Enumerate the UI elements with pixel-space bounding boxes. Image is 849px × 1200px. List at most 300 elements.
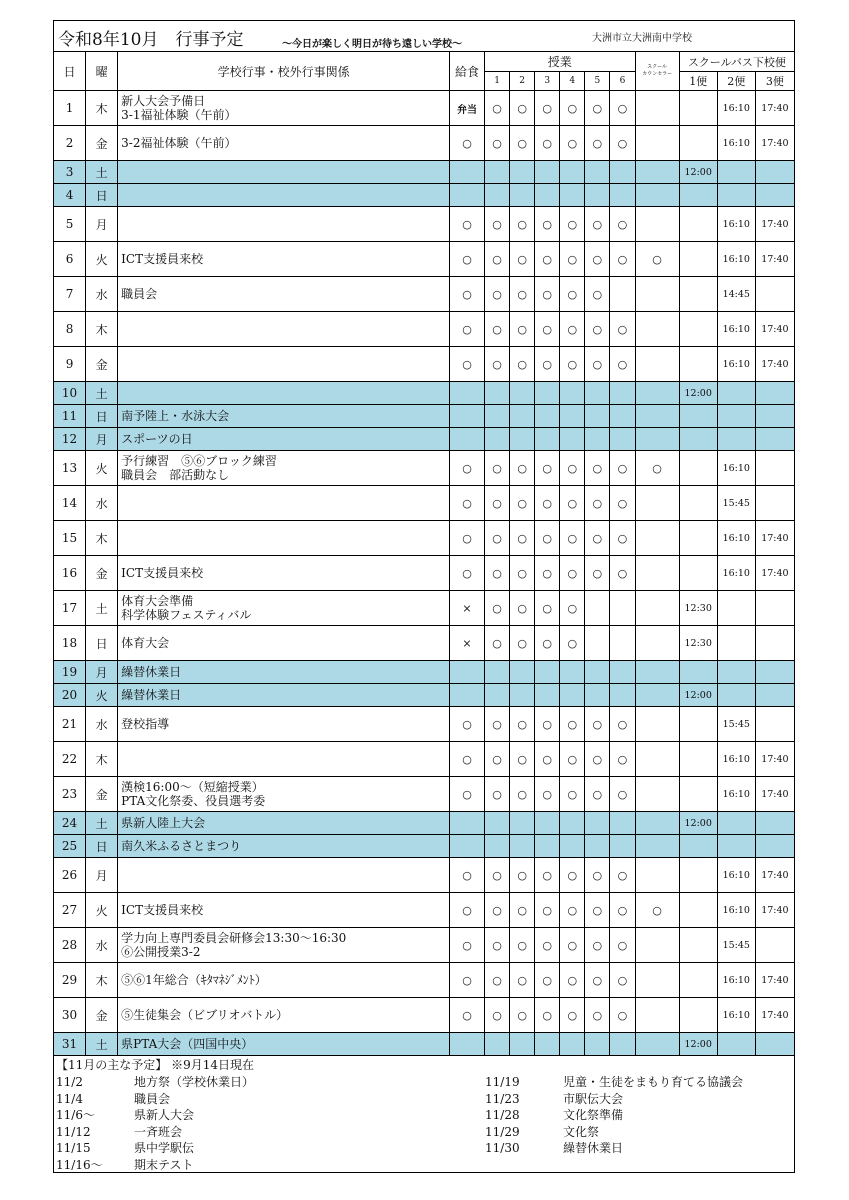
period-cell: ○ xyxy=(610,893,635,928)
lunch-cell xyxy=(450,184,485,207)
weekday-cell: 金 xyxy=(86,126,118,161)
event-cell xyxy=(118,521,450,556)
bus-2-cell xyxy=(717,428,755,451)
period-cell xyxy=(560,184,585,207)
period-cell xyxy=(560,428,585,451)
period-cell: ○ xyxy=(560,777,585,812)
period-cell: ○ xyxy=(510,312,535,347)
weekday-cell: 金 xyxy=(86,777,118,812)
event-cell xyxy=(118,684,450,707)
period-cell xyxy=(585,591,610,626)
list-item xyxy=(485,1123,743,1140)
header-period-4: 4 xyxy=(560,72,585,91)
period-cell xyxy=(510,161,535,184)
period-cell: ○ xyxy=(585,486,610,521)
event-line: 漢検16:00～（短縮授業） xyxy=(121,780,264,794)
weekday-cell: 水 xyxy=(86,928,118,963)
period-cell: ○ xyxy=(535,277,560,312)
day-cell: 25 xyxy=(54,835,86,858)
period-cell: ○ xyxy=(485,91,510,126)
period-cell: ○ xyxy=(535,591,560,626)
event-cell xyxy=(118,556,450,591)
period-cell: ○ xyxy=(510,126,535,161)
header-bus-3: 3便 xyxy=(755,72,794,91)
day-cell: 29 xyxy=(54,963,86,998)
note-date: 11/30 xyxy=(485,1141,520,1155)
table-row xyxy=(54,928,795,963)
event-cell xyxy=(118,382,450,405)
period-cell xyxy=(610,161,635,184)
period-cell xyxy=(610,812,635,835)
header-period-3: 3 xyxy=(535,72,560,91)
weekday-cell: 土 xyxy=(86,591,118,626)
header-events: 学校行事・校外行事関係 xyxy=(118,52,450,91)
counselor-cell xyxy=(635,382,679,405)
period-cell: ○ xyxy=(585,858,610,893)
period-cell: ○ xyxy=(585,242,610,277)
table-row xyxy=(54,347,795,382)
lunch-cell xyxy=(450,812,485,835)
note-text: 児童・生徒をまもり育てる協議会 xyxy=(563,1075,744,1089)
bus-2-cell: 16:10 xyxy=(717,893,755,928)
counselor-cell: ○ xyxy=(635,451,679,486)
period-cell: ○ xyxy=(510,451,535,486)
note-text: 県中学駅伝 xyxy=(134,1141,195,1155)
bus-3-cell: 17:40 xyxy=(755,91,794,126)
bus-2-cell xyxy=(717,161,755,184)
weekday-cell: 木 xyxy=(86,963,118,998)
period-cell: ○ xyxy=(535,742,560,777)
lunch-cell: ○ xyxy=(450,242,485,277)
period-cell: ○ xyxy=(485,591,510,626)
period-cell xyxy=(560,1033,585,1056)
period-cell: ○ xyxy=(535,777,560,812)
period-cell xyxy=(485,1033,510,1056)
weekday-cell: 水 xyxy=(86,486,118,521)
day-cell: 1 xyxy=(54,91,86,126)
weekday-cell: 月 xyxy=(86,858,118,893)
counselor-cell xyxy=(635,184,679,207)
period-cell: ○ xyxy=(560,126,585,161)
table-row xyxy=(54,207,795,242)
period-cell: ○ xyxy=(510,777,535,812)
day-cell: 4 xyxy=(54,184,86,207)
note-date: 11/6～ xyxy=(56,1108,95,1122)
period-cell: ○ xyxy=(585,998,610,1033)
event-line: 予行練習 ⑤⑥ブロック練習 xyxy=(121,454,277,468)
period-cell: ○ xyxy=(485,556,510,591)
weekday-cell: 金 xyxy=(86,998,118,1033)
table-row xyxy=(54,998,795,1033)
bus-2-cell: 16:10 xyxy=(717,312,755,347)
period-cell: ○ xyxy=(485,126,510,161)
bus-1-cell xyxy=(679,242,717,277)
event-cell xyxy=(118,998,450,1033)
event-cell xyxy=(118,312,450,347)
lunch-cell xyxy=(450,382,485,405)
bus-2-cell: 16:10 xyxy=(717,777,755,812)
bus-1-cell: 12:00 xyxy=(679,382,717,405)
day-cell: 20 xyxy=(54,684,86,707)
event-line: 体育大会準備 xyxy=(121,594,194,608)
bus-3-cell xyxy=(755,161,794,184)
table-row xyxy=(54,591,795,626)
counselor-cell: ○ xyxy=(635,893,679,928)
lunch-cell xyxy=(450,661,485,684)
period-cell: ○ xyxy=(610,521,635,556)
lunch-cell: ○ xyxy=(450,893,485,928)
period-cell: ○ xyxy=(585,207,610,242)
counselor-cell xyxy=(635,963,679,998)
period-cell xyxy=(485,382,510,405)
bus-3-cell xyxy=(755,382,794,405)
event-line: 県PTA大会（四国中央） xyxy=(121,1037,254,1051)
event-line: 南久米ふるさとまつり xyxy=(121,839,242,853)
period-cell xyxy=(610,405,635,428)
day-cell: 11 xyxy=(54,405,86,428)
period-cell: ○ xyxy=(560,707,585,742)
bus-2-cell: 16:10 xyxy=(717,963,755,998)
counselor-cell xyxy=(635,405,679,428)
event-cell xyxy=(118,405,450,428)
period-cell xyxy=(510,684,535,707)
note-text: 期末テスト xyxy=(134,1157,194,1172)
bus-3-cell xyxy=(755,835,794,858)
note-text: 文化祭準備 xyxy=(563,1108,624,1122)
bus-2-cell: 16:10 xyxy=(717,126,755,161)
period-cell xyxy=(510,382,535,405)
period-cell xyxy=(610,428,635,451)
period-cell xyxy=(585,812,610,835)
period-cell: ○ xyxy=(510,242,535,277)
period-cell: ○ xyxy=(485,998,510,1033)
day-cell: 22 xyxy=(54,742,86,777)
table-row xyxy=(54,242,795,277)
period-cell xyxy=(560,684,585,707)
event-cell xyxy=(118,626,450,661)
counselor-cell xyxy=(635,91,679,126)
bus-1-cell xyxy=(679,405,717,428)
table-row xyxy=(54,382,795,405)
period-cell xyxy=(535,835,560,858)
period-cell: ○ xyxy=(510,998,535,1033)
counselor-cell xyxy=(635,777,679,812)
bus-3-cell xyxy=(755,684,794,707)
lunch-cell: ○ xyxy=(450,556,485,591)
day-cell: 18 xyxy=(54,626,86,661)
period-cell: ○ xyxy=(560,486,585,521)
period-cell xyxy=(560,835,585,858)
weekday-cell: 金 xyxy=(86,347,118,382)
period-cell: ○ xyxy=(560,91,585,126)
bus-1-cell xyxy=(679,858,717,893)
table-row xyxy=(54,777,795,812)
weekday-cell: 金 xyxy=(86,556,118,591)
note-date: 11/29 xyxy=(485,1124,520,1139)
bus-3-cell: 17:40 xyxy=(755,777,794,812)
event-cell xyxy=(118,451,450,486)
period-cell: ○ xyxy=(485,347,510,382)
day-cell: 28 xyxy=(54,928,86,963)
table-row xyxy=(54,405,795,428)
counselor-cell xyxy=(635,207,679,242)
lunch-cell: ○ xyxy=(450,858,485,893)
period-cell: ○ xyxy=(610,742,635,777)
period-cell: ○ xyxy=(485,277,510,312)
day-cell: 17 xyxy=(54,591,86,626)
period-cell xyxy=(585,184,610,207)
period-cell: ○ xyxy=(560,928,585,963)
period-cell: ○ xyxy=(610,998,635,1033)
day-cell: 7 xyxy=(54,277,86,312)
period-cell: ○ xyxy=(560,963,585,998)
weekday-cell: 日 xyxy=(86,184,118,207)
table-row xyxy=(54,277,795,312)
bus-1-cell xyxy=(679,928,717,963)
bus-3-cell: 17:40 xyxy=(755,893,794,928)
lunch-cell: ○ xyxy=(450,207,485,242)
period-cell: ○ xyxy=(585,928,610,963)
bus-3-cell: 17:40 xyxy=(755,312,794,347)
period-cell xyxy=(535,661,560,684)
period-cell: ○ xyxy=(560,858,585,893)
period-cell: ○ xyxy=(510,591,535,626)
period-cell: ○ xyxy=(585,777,610,812)
event-cell xyxy=(118,893,450,928)
list-item xyxy=(56,1139,254,1156)
day-cell: 2 xyxy=(54,126,86,161)
period-cell: ○ xyxy=(485,451,510,486)
lunch-cell: ○ xyxy=(450,928,485,963)
period-cell: ○ xyxy=(585,893,610,928)
period-cell xyxy=(510,661,535,684)
bus-3-cell xyxy=(755,661,794,684)
period-cell xyxy=(535,428,560,451)
counselor-cell xyxy=(635,277,679,312)
period-cell xyxy=(510,1033,535,1056)
note-date: 11/2 xyxy=(56,1075,83,1089)
period-cell xyxy=(510,405,535,428)
note-text: 職員会 xyxy=(134,1091,171,1106)
lunch-cell xyxy=(450,1033,485,1056)
period-cell xyxy=(535,684,560,707)
bus-3-cell xyxy=(755,451,794,486)
weekday-cell: 日 xyxy=(86,626,118,661)
period-cell: ○ xyxy=(560,347,585,382)
table-row xyxy=(54,893,795,928)
table-row xyxy=(54,184,795,207)
header-period-1: 1 xyxy=(485,72,510,91)
bus-1-cell: 12:00 xyxy=(679,1033,717,1056)
period-cell xyxy=(610,1033,635,1056)
lunch-cell: ○ xyxy=(450,707,485,742)
note-date: 11/28 xyxy=(485,1108,520,1122)
header-bus-1: 1便 xyxy=(679,72,717,91)
table-row xyxy=(54,812,795,835)
bus-1-cell: 12:30 xyxy=(679,591,717,626)
period-cell: ○ xyxy=(510,556,535,591)
bus-2-cell: 16:10 xyxy=(717,998,755,1033)
weekday-cell: 火 xyxy=(86,684,118,707)
bus-3-cell xyxy=(755,428,794,451)
list-item xyxy=(56,1073,254,1090)
weekday-cell: 木 xyxy=(86,312,118,347)
period-cell: ○ xyxy=(560,277,585,312)
list-item xyxy=(485,1106,743,1123)
day-cell: 21 xyxy=(54,707,86,742)
day-cell: 30 xyxy=(54,998,86,1033)
bus-1-cell xyxy=(679,451,717,486)
bus-1-cell xyxy=(679,661,717,684)
bus-3-cell: 17:40 xyxy=(755,963,794,998)
period-cell: ○ xyxy=(510,963,535,998)
note-date: 11/12 xyxy=(56,1124,91,1139)
period-cell: ○ xyxy=(510,207,535,242)
period-cell: ○ xyxy=(510,893,535,928)
period-cell: ○ xyxy=(610,928,635,963)
list-item xyxy=(485,1139,743,1156)
bus-1-cell xyxy=(679,207,717,242)
bus-1-cell xyxy=(679,835,717,858)
lunch-cell xyxy=(450,684,485,707)
period-cell: ○ xyxy=(510,347,535,382)
bus-2-cell: 15:45 xyxy=(717,707,755,742)
event-line: ⑤生徒集会（ビブリオバトル） xyxy=(121,1008,289,1022)
bus-2-cell: 16:10 xyxy=(717,858,755,893)
note-text: 市駅伝大会 xyxy=(563,1091,624,1106)
period-cell xyxy=(510,835,535,858)
header-bus-2: 2便 xyxy=(717,72,755,91)
lunch-cell: × xyxy=(450,591,485,626)
counselor-cell xyxy=(635,161,679,184)
bus-3-cell xyxy=(755,1033,794,1056)
period-cell xyxy=(510,428,535,451)
counselor-cell xyxy=(635,1033,679,1056)
note-text: 一斉班会 xyxy=(134,1124,183,1139)
counselor-cell xyxy=(635,998,679,1033)
bus-1-cell: 12:00 xyxy=(679,161,717,184)
period-cell: ○ xyxy=(535,963,560,998)
period-cell: ○ xyxy=(585,451,610,486)
period-cell: ○ xyxy=(535,486,560,521)
period-cell xyxy=(585,405,610,428)
event-line: 職員会 xyxy=(121,287,158,301)
table-row xyxy=(54,1033,795,1056)
period-cell xyxy=(585,626,610,661)
bus-1-cell: 12:30 xyxy=(679,626,717,661)
weekday-cell: 水 xyxy=(86,707,118,742)
list-item xyxy=(485,1073,743,1090)
counselor-cell xyxy=(635,312,679,347)
bus-2-cell: 16:10 xyxy=(717,521,755,556)
event-cell xyxy=(118,126,450,161)
bus-3-cell xyxy=(755,277,794,312)
bus-2-cell: 15:45 xyxy=(717,928,755,963)
note-text: 県新人大会 xyxy=(134,1108,195,1122)
period-cell xyxy=(585,161,610,184)
bus-3-cell: 17:40 xyxy=(755,207,794,242)
header-period-2: 2 xyxy=(510,72,535,91)
lunch-cell: ○ xyxy=(450,521,485,556)
period-cell xyxy=(585,835,610,858)
bus-1-cell xyxy=(679,184,717,207)
period-cell xyxy=(610,591,635,626)
period-cell: ○ xyxy=(510,858,535,893)
lunch-cell: ○ xyxy=(450,312,485,347)
event-cell xyxy=(118,161,450,184)
lunch-cell xyxy=(450,405,485,428)
table-row xyxy=(54,312,795,347)
period-cell: ○ xyxy=(610,347,635,382)
bus-3-cell: 17:40 xyxy=(755,858,794,893)
period-cell: ○ xyxy=(510,626,535,661)
event-line: 繰替休業日 xyxy=(121,665,182,679)
period-cell: ○ xyxy=(485,742,510,777)
note-text: 文化祭 xyxy=(563,1124,600,1139)
bus-2-cell xyxy=(717,382,755,405)
bus-3-cell: 17:40 xyxy=(755,126,794,161)
event-cell xyxy=(118,742,450,777)
event-line: 学力向上専門委員会研修会13:30～16:30 xyxy=(121,931,347,945)
weekday-cell: 土 xyxy=(86,161,118,184)
period-cell: ○ xyxy=(535,347,560,382)
bus-3-cell: 17:40 xyxy=(755,521,794,556)
period-cell: ○ xyxy=(560,591,585,626)
table-row xyxy=(54,963,795,998)
period-cell: ○ xyxy=(585,347,610,382)
period-cell: ○ xyxy=(585,521,610,556)
event-cell xyxy=(118,835,450,858)
period-cell: ○ xyxy=(485,312,510,347)
period-cell xyxy=(585,1033,610,1056)
day-cell: 24 xyxy=(54,812,86,835)
day-cell: 6 xyxy=(54,242,86,277)
header-weekday: 曜 xyxy=(86,52,118,91)
event-line: ⑤⑥1年総合（ｷﾀﾏﾈｼﾞﾒﾝﾄ） xyxy=(121,973,267,987)
period-cell: ○ xyxy=(610,777,635,812)
period-cell: ○ xyxy=(535,893,560,928)
period-cell xyxy=(535,382,560,405)
bus-2-cell: 14:45 xyxy=(717,277,755,312)
school-motto: ～今日が楽しく明日が待ち遠しい学校～ xyxy=(282,39,462,50)
bus-1-cell xyxy=(679,277,717,312)
event-line: スポーツの日 xyxy=(121,432,193,446)
event-cell xyxy=(118,928,450,963)
period-cell xyxy=(485,812,510,835)
period-cell: ○ xyxy=(610,556,635,591)
weekday-cell: 土 xyxy=(86,812,118,835)
period-cell: ○ xyxy=(585,707,610,742)
bus-1-cell xyxy=(679,486,717,521)
bus-1-cell xyxy=(679,126,717,161)
event-cell xyxy=(118,486,450,521)
bus-1-cell xyxy=(679,347,717,382)
bus-2-cell xyxy=(717,1033,755,1056)
day-cell: 13 xyxy=(54,451,86,486)
bus-2-cell xyxy=(717,405,755,428)
period-cell xyxy=(535,405,560,428)
period-cell xyxy=(485,684,510,707)
period-cell: ○ xyxy=(485,486,510,521)
lunch-cell: ○ xyxy=(450,277,485,312)
period-cell: ○ xyxy=(510,707,535,742)
bus-1-cell xyxy=(679,707,717,742)
period-cell: ○ xyxy=(560,742,585,777)
bus-1-cell xyxy=(679,428,717,451)
table-row xyxy=(54,486,795,521)
table-row xyxy=(54,126,795,161)
note-date: 11/4 xyxy=(56,1091,83,1106)
